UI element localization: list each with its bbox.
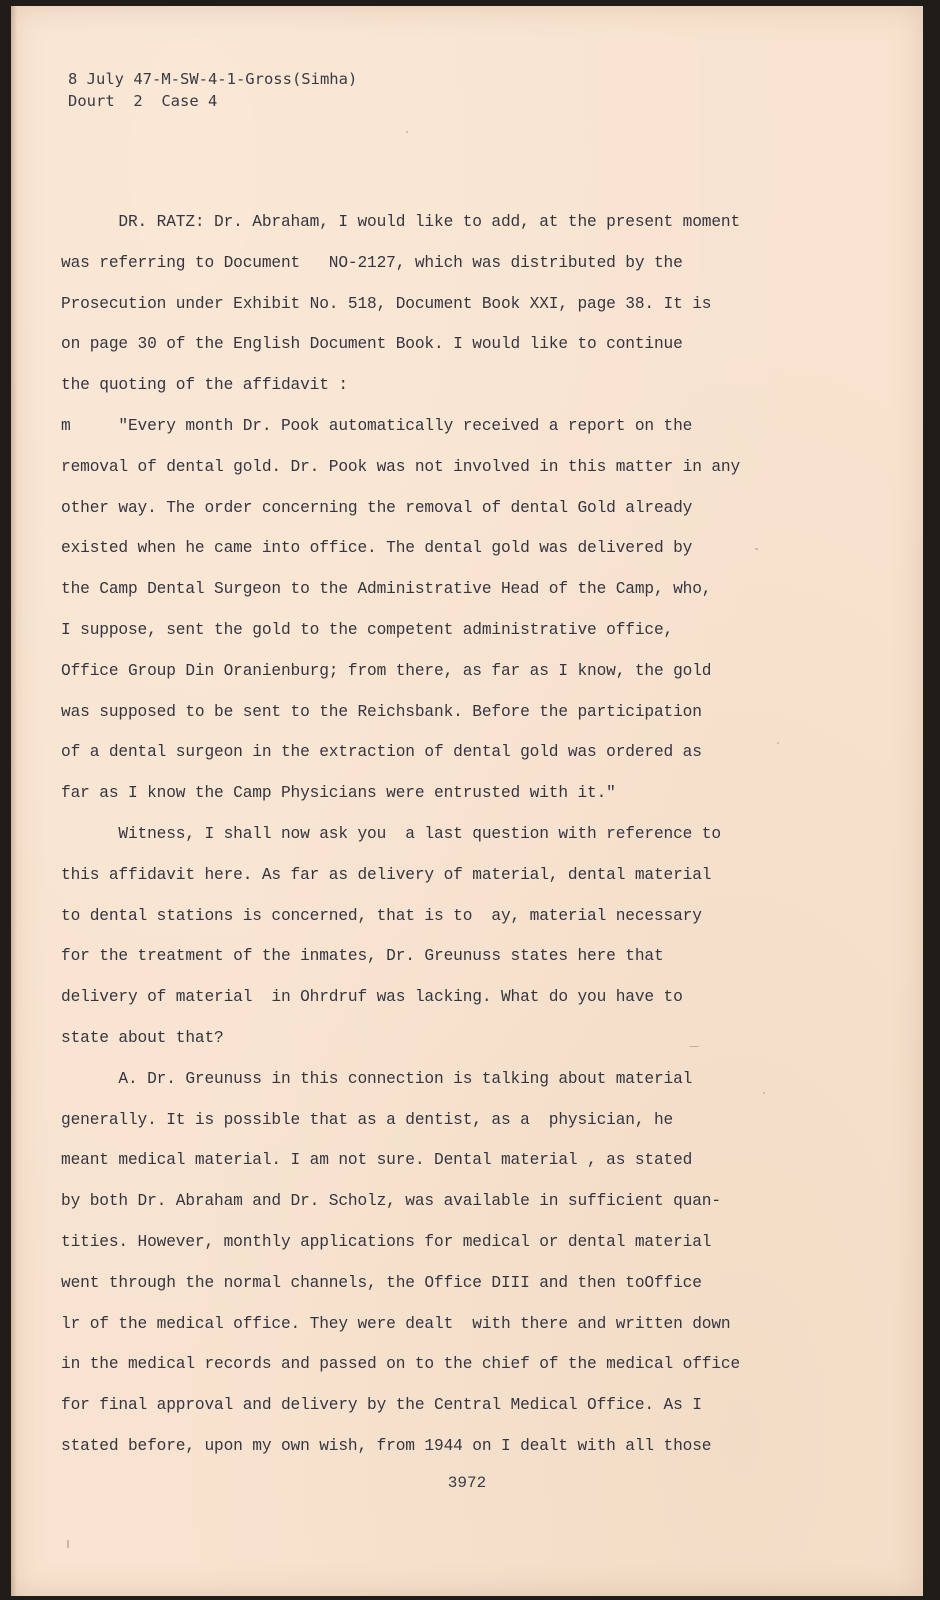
text-line: A. Dr. Greunuss in this connection is talking about material	[61, 1069, 693, 1088]
text-line: was referring to Document NO-2127, which was distributed by the	[61, 253, 683, 272]
text-line: Prosecution under Exhibit No. 518, Document Book XXI, page 38. It is	[61, 294, 712, 313]
text-line: existed when he came into office. The dental gold was delivered by	[61, 539, 693, 558]
paper-speck	[67, 1540, 69, 1548]
text-line: of a dental surgeon in the extraction of dental gold was ordered as	[61, 743, 702, 762]
paper-speck	[689, 1046, 699, 1047]
header-line-1: 8 July 47-M-SW-4-1-Gross(Simha)	[68, 70, 358, 88]
text-line: stated before, upon my own wish, from 1944 on I dealt with all those	[61, 1436, 712, 1455]
text-line: by both Dr. Abraham and Dr. Scholz, was available in sufficient quan-	[61, 1192, 721, 1211]
text-line: state about that?	[61, 1028, 224, 1047]
text-line: Office Group Din Oranienburg; from there, as far as I know, the gold	[61, 661, 712, 680]
text-line: was supposed to be sent to the Reichsbank. Before the participation	[61, 702, 702, 721]
text-line: for final approval and delivery by the Central Medical Office. As I	[61, 1396, 702, 1415]
text-line: I suppose, sent the gold to the competent administrative office,	[61, 620, 674, 639]
text-line: on page 30 of the English Document Book. I would like to continue	[61, 335, 683, 354]
text-line: the Camp Dental Surgeon to the Administrative Head of the Camp, who,	[61, 580, 712, 599]
transcript-body	[61, 202, 841, 1467]
document-page	[11, 6, 923, 1596]
text-line: in the medical records and passed on to the chief of the medical office	[61, 1355, 741, 1374]
document-header	[68, 68, 357, 112]
header-line-2: Dourt 2 Case 4	[68, 92, 218, 110]
text-line: tities. However, monthly applications for medical or dental material	[61, 1232, 712, 1251]
text-line: the quoting of the affidavit :	[61, 376, 348, 395]
text-line: meant medical material. I am not sure. Dental material , as stated	[61, 1151, 693, 1170]
text-line: went through the normal channels, the Office DIII and then toOffice	[61, 1273, 702, 1292]
paper-speck	[777, 742, 779, 744]
text-line: generally. It is possible that as a dentist, as a physician, he	[61, 1110, 674, 1129]
paper-speck	[755, 548, 758, 550]
text-line: removal of dental gold. Dr. Pook was not involved in this matter in any	[61, 457, 741, 476]
text-line: Witness, I shall now ask you a last question with reference to	[61, 824, 721, 843]
paper-speck	[406, 131, 408, 133]
text-line: to dental stations is concerned, that is to ay, material necessary	[61, 906, 702, 925]
text-line: m "Every month Dr. Pook automatically received a report on the	[61, 416, 693, 435]
text-line: delivery of material in Ohrdruf was lacking. What do you have to	[61, 988, 683, 1007]
text-line: far as I know the Camp Physicians were entrusted with it."	[61, 784, 616, 803]
text-line: other way. The order concerning the removal of dental Gold already	[61, 498, 693, 517]
text-line: lr of the medical office. They were dealt with there and written down	[61, 1314, 731, 1333]
paper-speck	[763, 1092, 765, 1094]
text-line: for the treatment of the inmates, Dr. Greunuss states here that	[61, 947, 664, 966]
page-number: 3972	[447, 1474, 487, 1492]
text-line: this affidavit here. As far as delivery of material, dental material	[61, 865, 712, 884]
text-line: DR. RATZ: Dr. Abraham, I would like to add, at the present moment	[61, 213, 741, 231]
